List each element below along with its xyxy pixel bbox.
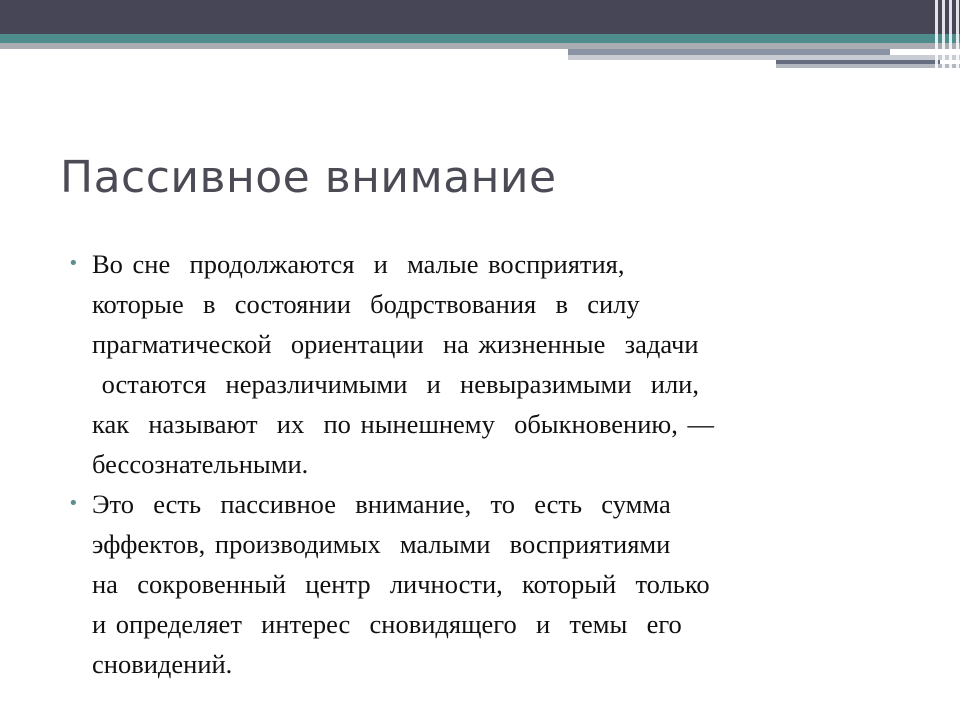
header-teal-stripe xyxy=(0,34,960,43)
header-banner xyxy=(0,0,960,34)
slide-title: Пассивное внимание xyxy=(60,152,557,203)
bullet-line: которые в состоянии бодрствования в силу xyxy=(92,289,640,319)
bullet-line: как называют их по нынешнему обыкновению, — xyxy=(92,409,714,439)
bullet-icon: • xyxy=(68,253,79,274)
bullet-line: прагматической ориентации на жизненные задачи xyxy=(92,329,699,359)
slide-body xyxy=(66,244,916,684)
bullet-line: и определяет интерес сновидящего и темы его xyxy=(92,609,682,639)
bullet-line: бессознательными. xyxy=(92,449,309,479)
bullet-item xyxy=(66,244,916,484)
bullet-line: сновидений. xyxy=(92,649,233,679)
bullet-line: на сокровенный центр личности, который только xyxy=(92,569,710,599)
bullet-icon: • xyxy=(68,493,79,514)
bullet-line: Это есть пассивное внимание, то есть сумма xyxy=(92,489,671,519)
bullet-line: эффектов, производимых малыми восприятиями xyxy=(92,529,671,559)
bullet-item xyxy=(66,484,916,684)
bullet-line: остаются неразличимыми и невыразимыми или, xyxy=(92,369,699,399)
header-vertical-bars xyxy=(929,0,960,68)
bullet-line: Во сне продолжаются и малые восприятия, xyxy=(92,249,625,279)
